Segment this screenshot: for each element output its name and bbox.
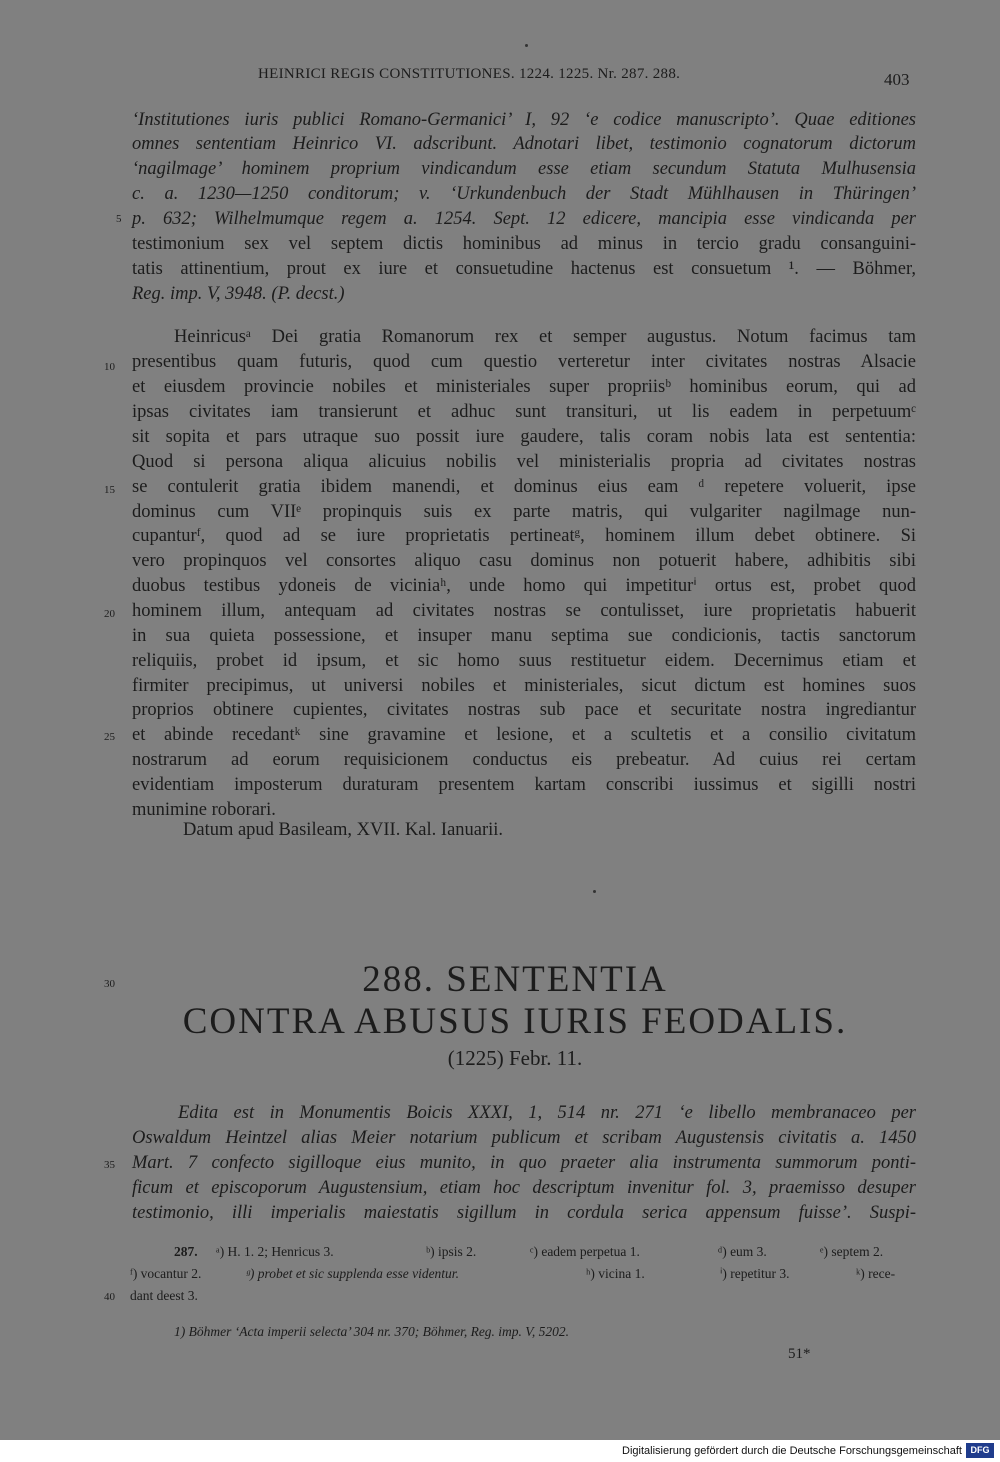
funding-credit: Digitalisierung gefördert durch die Deutsche Forschungsgemeinschaft (622, 1445, 962, 1457)
text-line: Heinricusᵃ Dei gratia Romanorum rex et semper augustus. Notum facimus tam (174, 327, 916, 347)
footnote: ⁱ) repetitur 3. (720, 1266, 790, 1281)
intro-line: omnes sententiam Heinrico VI. adscribunt. Adnotari libet, testimonio cognatorum dictorum (132, 134, 916, 154)
intro-line: Reg. imp. V, 3948. (P. decst.) (132, 284, 345, 304)
intro-line: ‘Institutiones iuris publici Romano-Germanici’ I, 92 ‘e codice manuscripto’. Quae editiones (132, 110, 916, 130)
footnote: ᵉ) septem 2. (820, 1244, 884, 1259)
footnote: ᵃ) H. 1. 2; Henricus 3. (216, 1244, 334, 1259)
footnote: ᶠ) vocantur 2. (130, 1266, 202, 1281)
intro-288-line: Oswaldum Heintzel alias Meier notarium publicum et scribam Augustensis civitatis a. 1450 (132, 1128, 916, 1148)
intro-288-line: ficum et episcoporum Augustensium, etiam hoc descriptum invenitur fol. 3, praemisso desuper (132, 1178, 916, 1198)
datum-line: Datum apud Basileam, XVII. Kal. Ianuarii. (183, 820, 504, 840)
text-line: duobus testibus ydoneis de viciniaʰ, unde homo qui impetiturⁱ ortus est, probet quod (132, 576, 916, 596)
intro-288-line: Edita est in Monumentis Boicis XXXI, 1, 514 nr. 271 ‘e libello membranaceo per (178, 1103, 916, 1123)
running-head: HEINRICI REGIS CONSTITUTIONES. 1224. 1225. Nr. 287. 288. (258, 66, 681, 82)
text-line: presentibus quam futuris, quod cum questio verteretur inter civitates nostras Alsacie (132, 352, 916, 372)
signature-mark: 51* (788, 1346, 811, 1362)
text-line: cupanturᶠ, quod ad se iure proprietatis pertineatᵍ, hominem illum debet obtinere. Si (132, 526, 916, 546)
footnote: ᵇ) ipsis 2. (426, 1244, 477, 1259)
text-line: in sua quieta possessione, et insuper manu septima sue condicionis, tactis sanctorum (132, 626, 916, 646)
footnote: ᵍ) probet et sic supplenda esse videntur. (246, 1266, 459, 1281)
text-line: se contulerit gratia ibidem manendi, et dominus eius eam ᵈ repetere voluerit, ipse (132, 477, 916, 497)
page-number: 403 (884, 70, 910, 89)
intro-line: testimonium sex vel septem dictis hominibus ad minus in tercio gradu consanguini- (132, 234, 916, 254)
text-line: proprios obtinere cupientes, civitates nostras sub pace et securitate nostra ingrediantur (132, 700, 916, 720)
text-line: sit sopita et pars utraque suo possit iure gaudere, talis coram nobis lata est sententia: (132, 427, 916, 447)
footnote-note-1: 1) Böhmer ‘Acta imperii selecta’ 304 nr. 370; Böhmer, Reg. imp. V, 5202. (174, 1324, 569, 1339)
footnote-label: 287. (174, 1244, 198, 1259)
text-line: ipsas civitates iam transierunt et adhuc sunt transituri, ut lis eadem in perpetuumᶜ (132, 402, 916, 422)
footnote: ᵈ) eum 3. (718, 1244, 767, 1259)
intro-line: ‘nagilmage’ hominem proprium vindicandum esse etiam secundum Statuta Mulhusensia (132, 159, 916, 179)
line-number: 15 (104, 484, 115, 496)
intro-288-line: Mart. 7 confecto sigilloque eius munito, in quo praeter alia instrumenta summorum ponti- (132, 1153, 916, 1173)
section-subtitle-288: CONTRA ABUSUS IURIS FEODALIS. (182, 1001, 848, 1042)
section-date-288: (1225) Febr. 11. (447, 1046, 583, 1070)
footnote: dant deest 3. (130, 1288, 198, 1303)
intro-line: p. 632; Wilhelmumque regem a. 1254. Sept. 12 edicere, mancipia esse vindicanda per (132, 209, 916, 229)
text-line: et abinde recedantᵏ sine gravamine et lesione, et a scultetis et a consilio civitatum (132, 725, 916, 745)
footnote: ᵏ) rece- (856, 1266, 896, 1281)
text-line: vero propinquos vel consortes aliquo casu dominus non potuerit habere, adhibitis sibi (132, 551, 916, 571)
scan-speck (525, 44, 528, 47)
line-number: 20 (104, 608, 115, 620)
line-number: 25 (104, 731, 115, 743)
footnote: ᶜ) eadem perpetua 1. (530, 1244, 640, 1259)
text-line: Quod si persona aliqua alicuius nobilis vel ministerialis propria ad civitates nostras (132, 452, 916, 472)
scan-speck (593, 890, 596, 893)
text-line: hominem illum, antequam ad civitates nostras se contulisset, iure proprietatis habuerit (132, 601, 916, 621)
line-number: 30 (104, 978, 115, 990)
dfg-logo-icon: DFG (966, 1443, 994, 1458)
intro-288-line: testimonio, illi imperialis maiestatis sigillum in cordula serica appensum fuisse’. Suspi- (132, 1203, 916, 1223)
text-line: firmiter precipimus, ut universi nobiles et ministeriales, sicut dictum est homines suos (132, 676, 916, 696)
footnote: ʰ) vicina 1. (586, 1266, 645, 1281)
line-number: 5 (116, 213, 122, 225)
text-line: et eiusdem provincie nobiles et ministeriales super propriisᵇ hominibus eorum, qui ad (132, 377, 916, 397)
text-line: munimine roborari. (132, 800, 276, 820)
intro-line: tatis attinentium, prout ex iure et consuetudine hactenus est consuetum ¹. — Böhmer, (132, 259, 916, 279)
line-number: 10 (104, 361, 115, 373)
text-line: nostrarum ad eorum requisicionem conductus eis prebeatur. Ad cuius rei certam (132, 750, 916, 770)
section-title-288: 288. SENTENTIA (362, 959, 668, 1000)
intro-line: c. a. 1230—1250 conditorum; v. ‘Urkundenbuch der Stadt Mühlhausen in Thüringen’ (132, 184, 916, 204)
text-line: dominus cum VIIᵉ propinquis suis ex parte matris, qui vulgariter nagilmage nun- (132, 502, 916, 522)
text-line: evidentiam imposterum duraturam presentem kartam conscribi iussimus et sigilli nostri (132, 775, 916, 795)
text-line: reliquiis, probet id ipsum, et sic homo suus restituetur eidem. Decernimus etiam et (132, 651, 916, 671)
line-number: 35 (104, 1159, 115, 1171)
line-number: 40 (104, 1291, 115, 1303)
